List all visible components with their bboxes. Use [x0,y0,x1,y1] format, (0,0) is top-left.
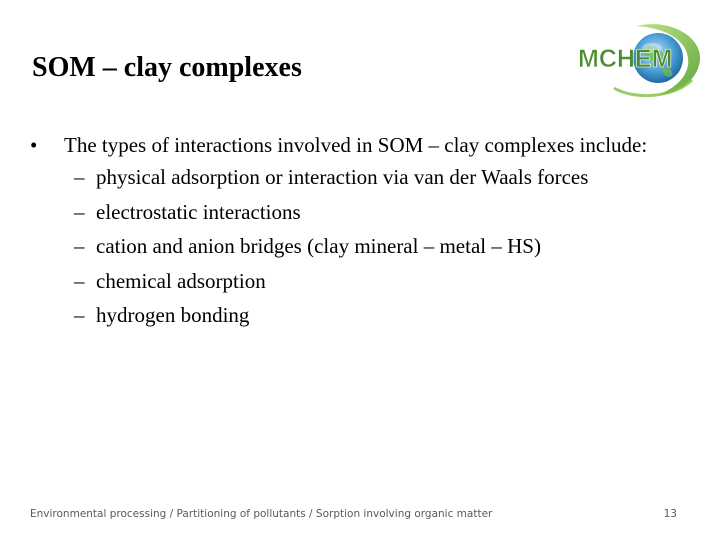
sub-bullet-text: hydrogen bonding [96,303,250,327]
logo-text: MCHEM [578,45,673,73]
main-bullet [30,131,675,160]
sub-bullet-item [30,229,675,264]
sub-bullet-item [30,195,675,230]
page-number: 13 [663,508,677,520]
sub-bullet-list [30,160,675,333]
dash-marker: – [74,234,85,258]
dash-marker: – [74,165,85,189]
dash-marker: – [74,199,85,224]
slide-title: SOM – clay complexes [32,52,302,83]
dash-marker: – [74,268,85,293]
dash-marker: – [74,303,85,327]
sub-bullet-item [30,298,675,333]
bullet-marker: • [30,133,38,157]
mchem-logo [574,18,706,98]
sub-bullet-text: cation and anion bridges (clay mineral – metal – HS) [96,234,541,258]
footer-breadcrumb: Environmental processing / Partitioning of pollutants / Sorption involving organic matter [30,508,493,520]
main-bullet-text: The types of interactions involved in SOM – clay complexes include: [64,133,648,157]
sub-bullet-text: chemical adsorption [96,268,266,293]
sub-bullet-item [30,160,675,195]
sub-bullet-item [30,264,675,299]
sub-bullet-text: physical adsorption or interaction via van der Waals forces [96,165,589,189]
sub-bullet-text: electrostatic interactions [96,199,301,224]
content-body [30,131,675,333]
